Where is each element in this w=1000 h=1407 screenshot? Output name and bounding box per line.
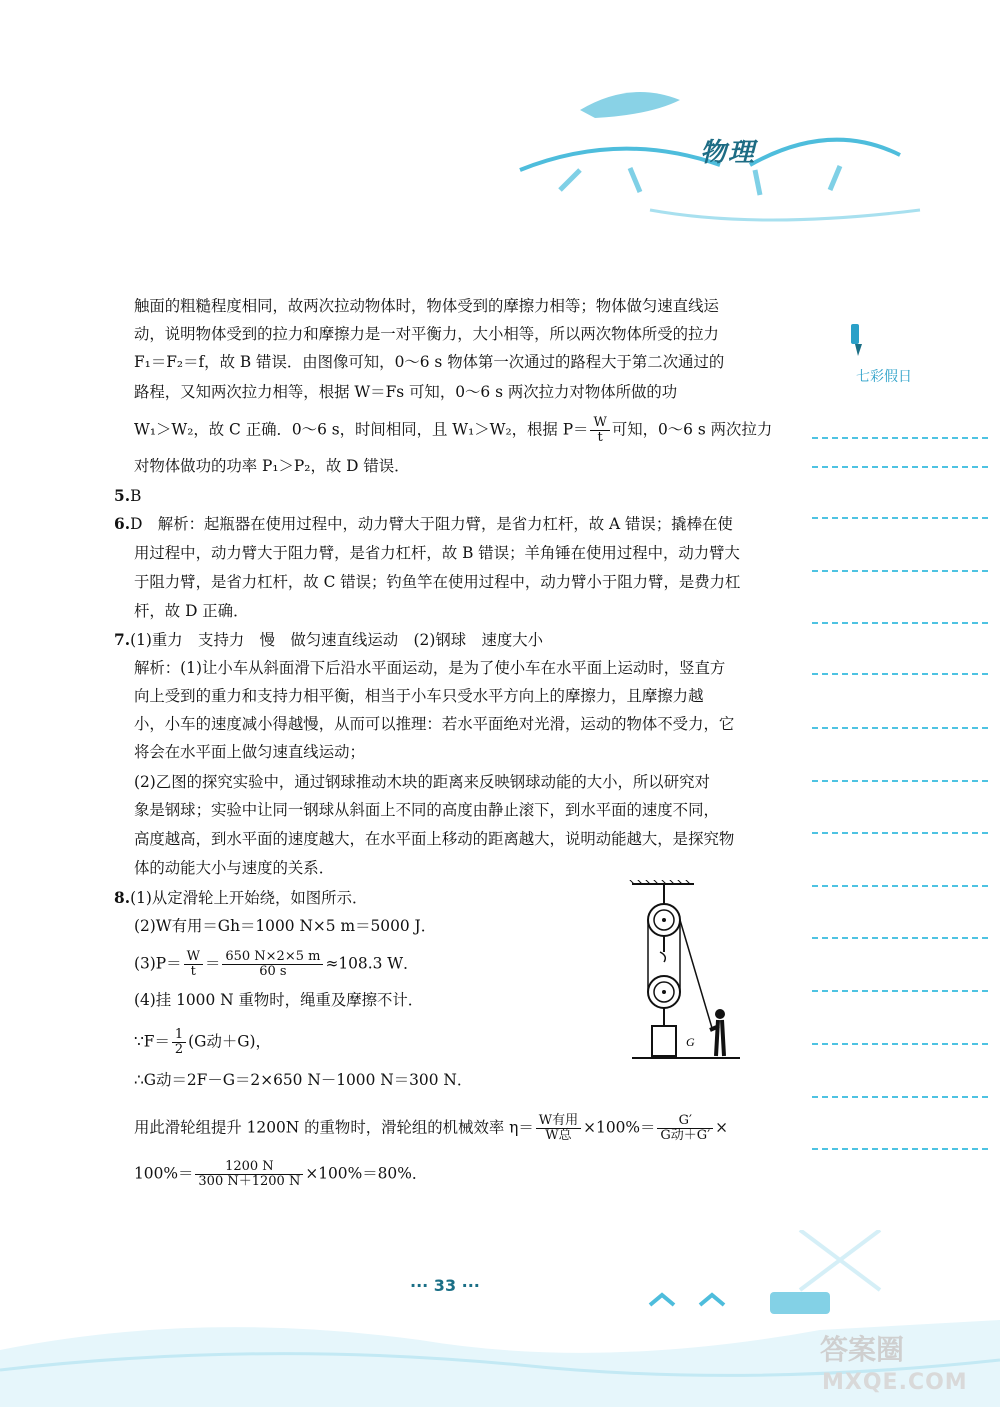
question-number: 5. xyxy=(114,487,131,505)
note-line xyxy=(812,437,988,439)
fraction-numerator: 650 N×2×5 m xyxy=(222,950,323,965)
text-span: ×100%＝ xyxy=(583,1118,656,1137)
header-subject: 物理 xyxy=(700,138,757,168)
text-span: ≈108.3 W． xyxy=(325,954,419,973)
text-span: 可知，0～6 s 两次拉力 xyxy=(611,420,773,439)
text-span: (3)P＝ xyxy=(134,954,182,973)
fraction-denominator: G动＋G′ xyxy=(660,1128,711,1143)
note-line xyxy=(812,517,988,519)
text-line: 向上受到的重力和支持力相平衡，相当于小车只受水平方向上的摩擦力，且摩擦力越 xyxy=(134,687,704,705)
page-number: ··· 33 ··· xyxy=(410,1276,480,1295)
note-line xyxy=(812,990,988,992)
text-span: W₁＞W₂，故 C 正确．0～6 s，时间相同，且 W₁＞W₂，根据 P＝ xyxy=(134,420,589,439)
question-6 xyxy=(114,514,733,534)
text-line: 高度越高，到水平面的速度越大，在水平面上移动的距离越大，说明动能越大，是探究物 xyxy=(134,830,735,848)
question-8 xyxy=(114,888,367,908)
note-line xyxy=(812,1148,988,1150)
text-line xyxy=(134,1160,427,1189)
text-span: ∵F＝ xyxy=(134,1032,170,1051)
fraction xyxy=(590,416,609,445)
fraction xyxy=(195,1160,303,1189)
text-span: (1)从定滑轮上开始绕，如图所示． xyxy=(130,889,368,907)
question-answer: (1)重力 支持力 慢 做匀速直线运动 (2)钢球 速度大小 xyxy=(130,631,544,649)
note-line xyxy=(812,1043,988,1045)
note-line xyxy=(812,832,988,834)
text-span: 用此滑轮组提升 1200N 的重物时，滑轮组的机械效率 η＝ xyxy=(134,1118,534,1137)
text-line: 路程，又知两次拉力相等，根据 W＝Fs 可知，0～6 s 两次拉力对物体所做的功 xyxy=(134,383,678,401)
text-line xyxy=(134,1114,728,1143)
text-line: 用过程中，动力臂大于阻力臂，是省力杠杆，故 B 错误；羊角锤在使用过程中，动力臂大 xyxy=(134,544,740,562)
question-7 xyxy=(114,630,543,650)
text-line xyxy=(134,1028,271,1057)
fraction-denominator: t xyxy=(597,430,603,445)
note-line xyxy=(812,1096,988,1098)
text-span: ×100%＝80%． xyxy=(305,1164,428,1183)
note-line xyxy=(812,885,988,887)
watermark: 答案圈 xyxy=(820,1333,905,1366)
fraction xyxy=(222,950,323,979)
fraction-numerator: W有用 xyxy=(536,1114,581,1129)
fraction xyxy=(172,1028,186,1057)
text-line: (4)挂 1000 N 重物时，绳重及摩擦不计． xyxy=(134,991,424,1009)
note-line xyxy=(812,570,988,572)
question-5 xyxy=(114,486,141,506)
text-line: 动，说明物体受到的拉力和摩擦力是一对平衡力，大小相等，所以两次物体所受的拉力 xyxy=(134,325,719,343)
text-line: 触面的粗糙程度相同，故两次拉动物体时，物体受到的摩擦力相等；物体做匀速直线运 xyxy=(134,297,719,315)
watermark-url: MXQE.COM xyxy=(822,1370,968,1395)
fraction-numerator: 1 xyxy=(172,1028,186,1043)
text-line xyxy=(134,416,772,445)
note-line xyxy=(812,780,988,782)
note-line xyxy=(812,466,988,468)
fraction xyxy=(536,1114,581,1143)
text-line: 小，小车的速度减小得越慢，从而可以推理：若水平面绝对光滑，运动的物体不受力，它 xyxy=(134,715,735,733)
question-number: 6. xyxy=(114,515,131,533)
fraction xyxy=(657,1114,713,1143)
note-line xyxy=(812,622,988,624)
fraction-denominator: 300 N＋1200 N xyxy=(198,1174,301,1189)
text-line: 解析：(1)让小车从斜面滑下后沿水平面运动，是为了使小车在水平面上运动时，竖直方 xyxy=(134,659,726,677)
question-number: 8. xyxy=(114,889,131,907)
text-line: 体的动能大小与速度的关系． xyxy=(134,859,335,877)
text-line: 将会在水平面上做匀速直线运动； xyxy=(134,743,365,761)
text-line xyxy=(134,950,419,979)
fraction-denominator: t xyxy=(190,964,196,979)
sidebar-brand: 七彩假日 xyxy=(856,369,912,385)
note-line xyxy=(812,727,988,729)
text-line: (2)乙图的探究实验中，通过钢球推动木块的距离来反映钢球动能的大小，所以研究对 xyxy=(134,773,710,791)
pen-icon xyxy=(848,322,870,362)
text-line: F₁＝F₂＝f，故 B 错误．由图像可知，0～6 s 物体第一次通过的路程大于第二次通过的 xyxy=(134,353,725,371)
text-span: ＝ xyxy=(204,954,221,973)
fraction-numerator: 1200 N xyxy=(195,1160,303,1175)
text-line: 象是钢球；实验中让同一钢球从斜面上不同的高度由静止滚下，到水平面的速度不同， xyxy=(134,801,719,819)
text-line: 于阻力臂，是省力杠杆，故 C 错误；钓鱼竿在使用过程中，动力臂小于阻力臂，是费力杠 xyxy=(134,573,741,591)
text-line: 杆，故 D 正确． xyxy=(134,602,249,620)
fraction xyxy=(184,950,203,979)
text-span: × xyxy=(715,1118,729,1137)
note-line xyxy=(812,937,988,939)
text-span: D 解析：起瓶器在使用过程中，动力臂大于阻力臂，是省力杠杆，故 A 错误；撬棒在使 xyxy=(130,515,733,533)
fraction-denominator: W总 xyxy=(545,1128,572,1143)
fraction-denominator: 60 s xyxy=(259,964,287,979)
fraction-numerator: G′ xyxy=(657,1114,713,1129)
fraction-numerator: W xyxy=(184,950,203,965)
question-answer: B xyxy=(130,487,142,505)
figure-label: G xyxy=(686,1035,695,1049)
note-line xyxy=(812,673,988,675)
fraction-denominator: 2 xyxy=(174,1042,184,1057)
text-line: ∴G动＝2F－G＝2×650 N－1000 N＝300 N． xyxy=(134,1071,473,1089)
text-line: (2)W有用＝Gh＝1000 N×5 m＝5000 J． xyxy=(134,917,437,935)
pulley-diagram xyxy=(624,880,744,1070)
text-span: (G动＋G)， xyxy=(188,1032,271,1051)
question-number: 7. xyxy=(114,631,131,649)
text-span: 100%＝ xyxy=(134,1164,194,1183)
fraction-numerator: W xyxy=(590,416,609,431)
text-line: 对物体做功的功率 P₁＞P₂，故 D 错误． xyxy=(134,457,410,475)
